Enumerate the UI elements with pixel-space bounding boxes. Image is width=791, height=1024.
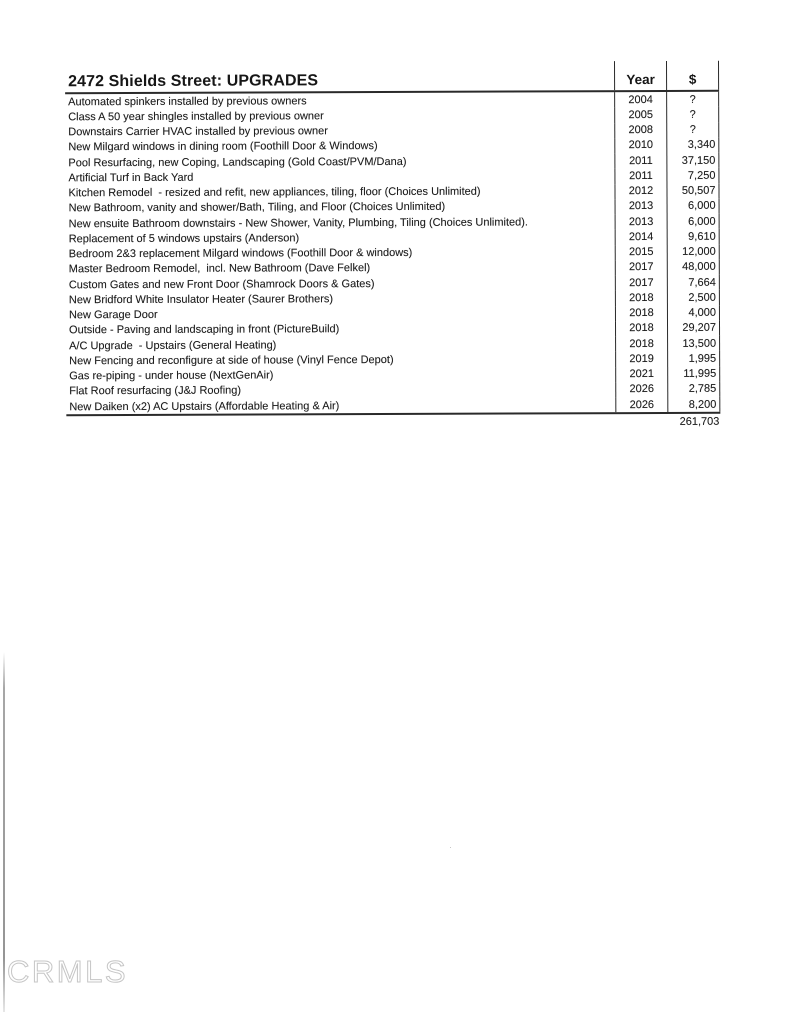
row-description: Replacement of 5 windows upstairs (Anderson): [68, 232, 300, 246]
row-amount: 48,000: [668, 259, 720, 274]
total-row: [66, 414, 720, 433]
row-amount: 2,785: [668, 381, 720, 396]
row-description: Bedroom 2&3 replacement Milgard windows (Foothill Door & windows): [68, 247, 413, 261]
row-year: 2017: [615, 260, 668, 275]
row-year: 2010: [614, 138, 667, 153]
row-year: 2018: [615, 290, 668, 305]
table-body: [65, 92, 720, 417]
upgrades-table: [65, 61, 720, 433]
scan-edge-artifact: [3, 652, 5, 1012]
row-amount: 4,000: [668, 305, 720, 320]
row-amount: 7,250: [667, 168, 719, 183]
row-year: 2018: [615, 305, 668, 320]
row-amount: 50,507: [667, 183, 719, 198]
row-amount: 37,150: [667, 153, 719, 168]
column-header-year: Year: [614, 61, 667, 90]
row-description: New Bridford White Insulator Heater (Saurer Brothers): [68, 293, 334, 307]
row-description: Outside - Paving and landscaping in front (PictureBuild): [69, 323, 340, 337]
table-header-row: [65, 61, 719, 95]
row-year: 2018: [615, 336, 668, 351]
row-year: 2021: [615, 366, 668, 381]
row-description: New ensuite Bathroom downstairs - New Shower, Vanity, Plumbing, Tiling (Choices Unlimited).: [68, 216, 528, 230]
crmls-watermark: CRMLS: [7, 954, 129, 989]
total-spacer: [66, 414, 615, 432]
row-description: Class A 50 year shingles installed by previous owner: [68, 110, 324, 124]
row-year: 2011: [614, 153, 667, 168]
row-description: Flat Roof resurfacing (J&J Roofing): [69, 384, 242, 398]
row-description: Custom Gates and new Front Door (Shamrock Doors & Gates): [68, 277, 375, 291]
row-description: Kitchen Remodel - resized and refit, new appliances, tiling, floor (Choices Unlimited): [68, 185, 481, 200]
row-amount: ?: [667, 122, 719, 137]
row-amount: 1,995: [668, 351, 720, 366]
row-description: Downstairs Carrier HVAC installed by previous owner: [68, 125, 328, 139]
row-year: 2011: [614, 168, 667, 183]
row-description: Master Bedroom Remodel, incl. New Bathroom (Dave Felkel): [68, 262, 371, 276]
row-amount: 6,000: [668, 214, 720, 229]
table-row: [66, 397, 720, 415]
row-amount: 29,207: [668, 320, 720, 335]
row-amount: 12,000: [668, 244, 720, 259]
row-amount: 8,200: [668, 397, 720, 412]
row-year: 2019: [615, 351, 668, 366]
row-amount: ?: [667, 92, 719, 107]
row-year: 2026: [615, 397, 668, 412]
row-description: Pool Resurfacing, new Coping, Landscaping (Gold Coast/PVM/Dana): [68, 155, 407, 169]
row-year: 2026: [615, 382, 668, 397]
row-description: New Bathroom, vanity and shower/Bath, Tiling, and Floor (Choices Unlimited): [68, 201, 446, 215]
row-description: Automated spinkers installed by previous owners: [68, 94, 307, 108]
total-amount: 261,703: [679, 415, 720, 429]
row-description: New Fencing and reconfigure at side of house (Vinyl Fence Depot): [69, 353, 394, 368]
row-year: 2017: [615, 275, 668, 290]
column-header-amount: $: [667, 61, 719, 90]
scan-speck-artifact: ·: [449, 842, 452, 852]
row-description: A/C Upgrade - Upstairs (General Heating): [69, 339, 277, 352]
row-description: New Garage Door: [68, 309, 158, 322]
row-year: 2013: [615, 214, 668, 229]
row-year: 2012: [614, 183, 667, 198]
row-year: 2015: [615, 244, 668, 259]
row-description: New Daiken (x2) AC Upstairs (Affordable Heating & Air): [69, 399, 340, 413]
row-year: 2005: [614, 107, 667, 122]
row-description: New Milgard windows in dining room (Foothill Door & Windows): [68, 140, 378, 154]
row-description: Gas re-piping - under house (NextGenAir): [69, 369, 274, 383]
row-amount: 7,664: [668, 275, 720, 290]
page-title: 2472 Shields Street: UPGRADES: [68, 72, 319, 91]
row-year: 2014: [615, 229, 668, 244]
row-amount: ?: [667, 107, 719, 122]
row-amount: 3,340: [667, 137, 719, 152]
row-year: 2008: [614, 122, 667, 137]
total-spacer: [615, 414, 668, 430]
row-amount: 6,000: [668, 198, 720, 213]
row-amount: 13,500: [668, 336, 720, 351]
row-year: 2018: [615, 321, 668, 336]
row-amount: 11,995: [668, 366, 720, 381]
row-amount: 2,500: [668, 290, 720, 305]
row-amount: 9,610: [668, 229, 720, 244]
row-year: 2013: [615, 199, 668, 214]
row-description: Artificial Turf in Back Yard: [68, 171, 194, 185]
row-year: 2004: [614, 92, 667, 107]
